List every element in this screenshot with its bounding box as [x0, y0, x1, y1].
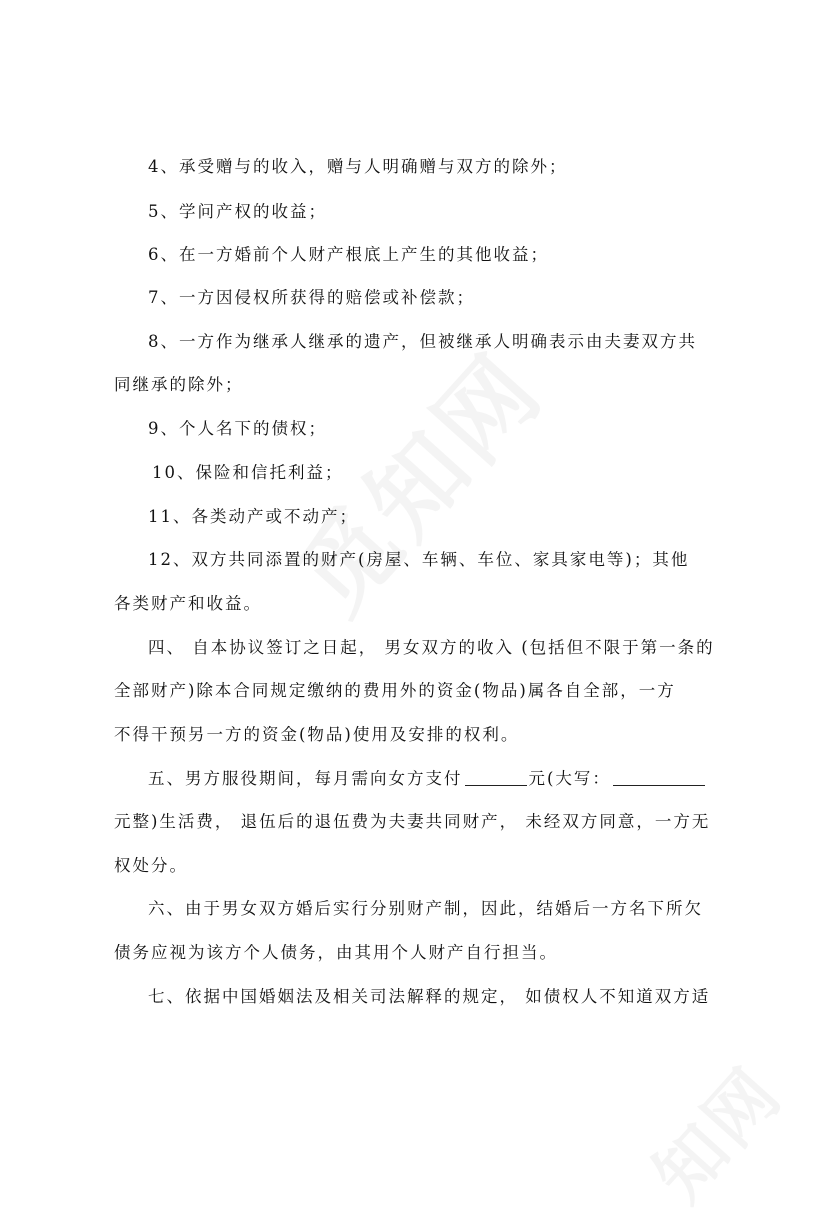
monthly-amount-blank[interactable] [465, 769, 527, 786]
watermark-partial [627, 1042, 801, 1219]
paragraph-line: 各类财产和收益。 [114, 594, 262, 613]
clause-five-prefix: 五、男方服役期间，每月需向女方支付 [148, 769, 463, 788]
paragraph-line: 8、一方作为继承人继承的遗产，但被继承人明确表示由夫妻双方共 [148, 332, 697, 351]
paragraph-line: 同继承的除外； [114, 375, 244, 394]
paragraph-line: 5、学问产权的收益； [148, 202, 327, 221]
amount-in-words-blank[interactable] [613, 769, 705, 786]
paragraph-line: 权处分。 [114, 856, 188, 875]
clause-five-middle: 元(大写： [528, 769, 611, 788]
paragraph-line: 不得干预另一方的资金(物品)使用及安排的权利。 [114, 725, 520, 744]
paragraph-line: 全部财产)除本合同规定缴纳的费用外的资金(物品)属各自全部，一方 [114, 681, 676, 700]
paragraph-line: 4、承受赠与的收入，赠与人明确赠与双方的除外； [148, 157, 568, 176]
paragraph-line: 四、 自本协议签订之日起， 男女双方的收入 (包括但不限于第一条的 [148, 638, 715, 657]
paragraph-line: 七、依据中国婚姻法及相关司法解释的规定， 如债权人不知道双方适 [148, 987, 711, 1006]
paragraph-line: 元整)生活费， 退伍后的退伍费为夫妻共同财产， 未经双方同意，一方无 [114, 812, 711, 831]
clause-five-line [148, 768, 734, 790]
paragraph-line: 债务应视为该方个人债务，由其用个人财产自行担当。 [114, 943, 558, 962]
paragraph-line: 六、由于男女双方婚后实行分别财产制，因此，结婚后一方名下所欠 [148, 899, 703, 918]
paragraph-line: 10、保险和信托利益； [152, 463, 344, 482]
paragraph-line: 11、各类动产或不动产； [148, 507, 358, 526]
paragraph-line: 6、在一方婚前个人财产根底上产生的其他收益； [148, 245, 549, 264]
paragraph-line: 7、一方因侵权所获得的赔偿或补偿款； [148, 288, 475, 307]
paragraph-line: 12、双方共同添置的财产(房屋、车辆、车位、家具家电等)；其他 [148, 550, 690, 569]
paragraph-line: 9、个人名下的债权； [148, 419, 327, 438]
